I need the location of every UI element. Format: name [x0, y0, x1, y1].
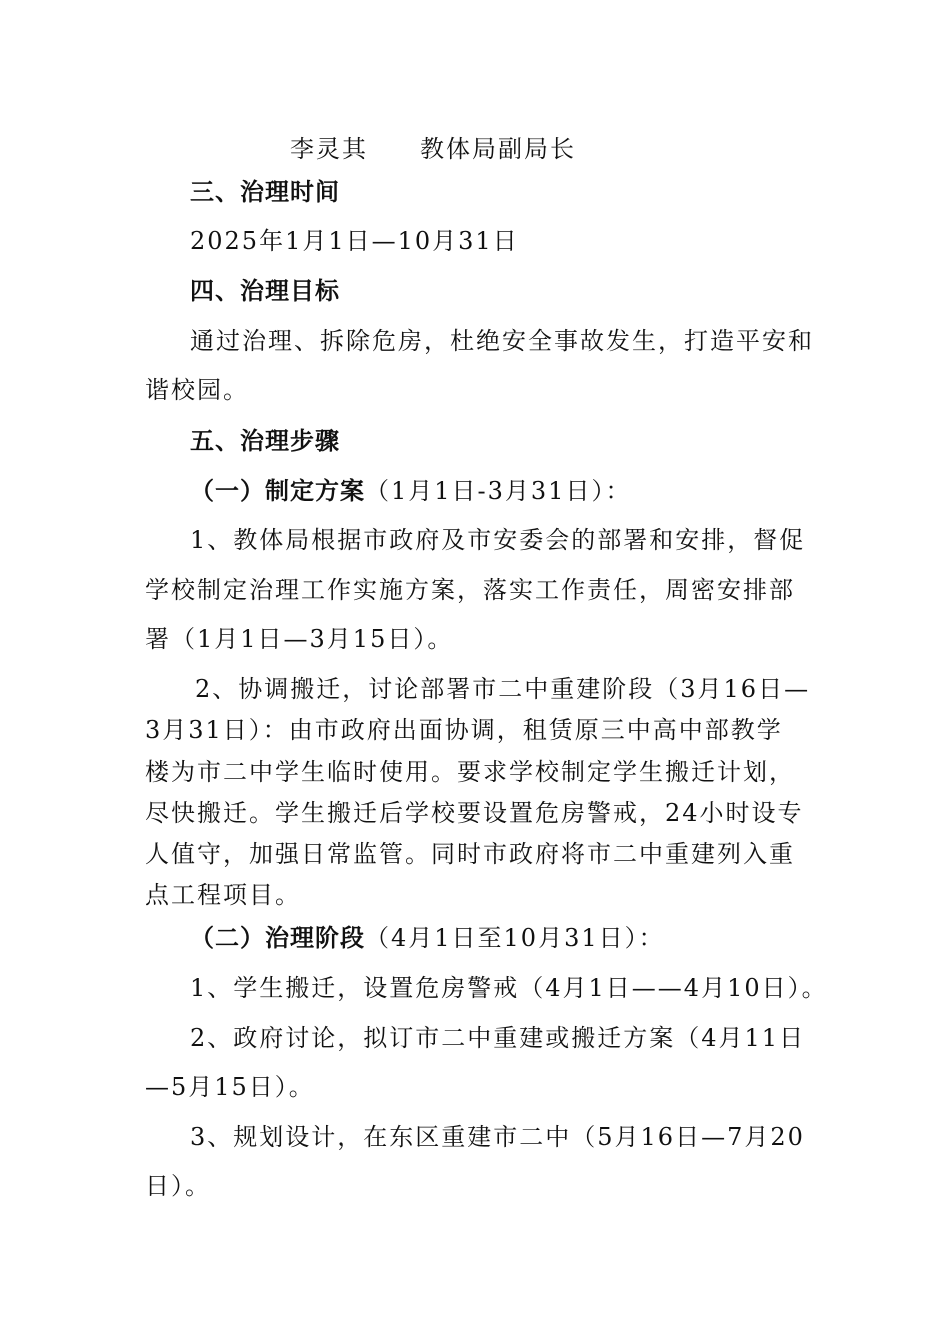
step1-line: 1、学生搬迁，设置危房警戒（4月1日——4月10日）。	[190, 974, 828, 1002]
step3-line1: 3、规划设计，在东区重建市二中（5月16日—7月20	[190, 1123, 805, 1151]
item2-line6: 点工程项目。	[145, 881, 301, 909]
item2-line4: 尽快搬迁。学生搬迁后学校要设置危房警戒，24小时设专	[145, 799, 804, 827]
item1-line2: 学校制定治理工作实施方案，落实工作责任，周密安排部	[145, 576, 795, 604]
step2-line1: 2、政府讨论，拟订市二中重建或搬迁方案（4月11日	[190, 1024, 806, 1052]
phase1-dates: （1月1日-3月31日）：	[365, 477, 632, 505]
section4-line1: 通过治理、拆除危房，杜绝安全事故发生，打造平安和	[190, 327, 814, 355]
section4-heading: 四、治理目标	[190, 277, 340, 305]
step2-line2: —5月15日）。	[145, 1073, 315, 1101]
item1-line1: 1、教体局根据市政府及市安委会的部署和安排，督促	[190, 526, 806, 554]
item1-line3: 署（1月1日—3月15日）。	[145, 625, 454, 653]
phase2-line	[190, 922, 665, 954]
section5-heading: 五、治理步骤	[190, 427, 340, 455]
phase2-title: （二）治理阶段	[190, 924, 365, 952]
item2-line1: 2、协调搬迁，讨论部署市二中重建阶段（3月16日—	[195, 675, 811, 703]
item2-line2: 3月31日）：由市政府出面协调，租赁原三中高中部教学	[145, 716, 783, 744]
item2-line5: 人值守，加强日常监管。同时市政府将市二中重建列入重	[145, 840, 795, 868]
section4-line2: 谐校园。	[145, 376, 249, 404]
step3-line2: 日）。	[145, 1172, 211, 1200]
phase2-dates: （4月1日至10月31日）：	[365, 924, 665, 952]
phase1-line	[190, 475, 631, 507]
phase1-title: （一）制定方案	[190, 477, 365, 505]
section3-text: 2025年1月1日—10月31日	[190, 227, 519, 255]
item2-line3: 楼为市二中学生临时使用。要求学校制定学生搬迁计划，	[145, 758, 795, 786]
member-line	[290, 133, 576, 165]
section3-heading: 三、治理时间	[190, 178, 340, 206]
member-title: 教体局副局长	[420, 135, 576, 163]
member-name: 李灵其	[290, 135, 368, 163]
